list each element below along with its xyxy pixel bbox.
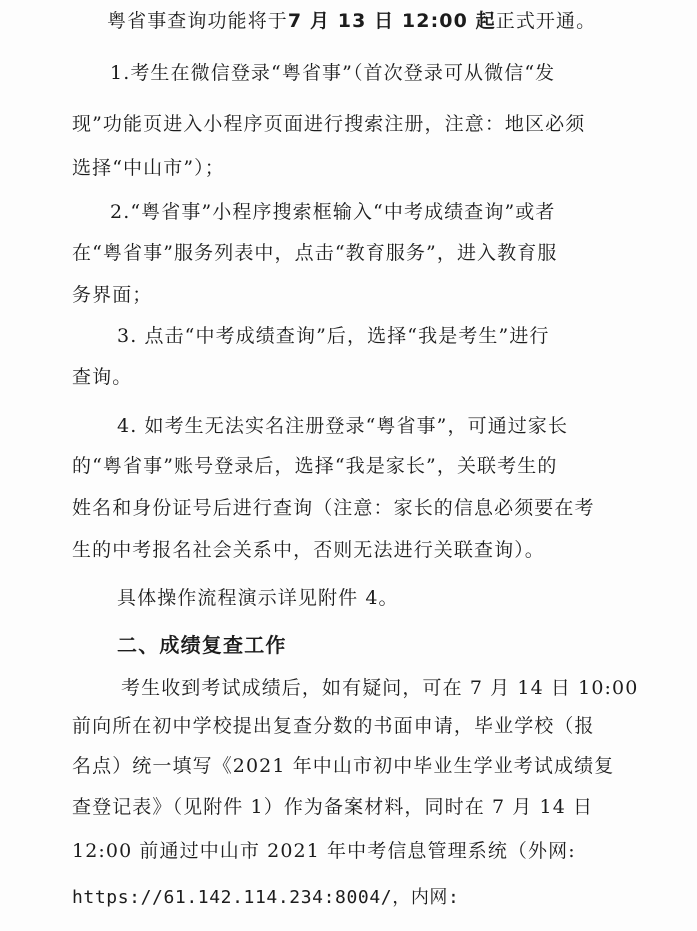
step-1-line-3: 选择“中山市”）； (72, 157, 225, 179)
step-4-line-3: 姓名和身份证号后进行查询（注意：家长的信息必须要在考 (72, 497, 595, 519)
attachment-note: 具体操作流程演示详见附件 4。 (117, 587, 399, 609)
step-2-line-1: 2.“粤省事”小程序搜索框输入“中考成绩查询”或者 (110, 201, 556, 223)
section-2-line-4: 查登记表》（见附件 1）作为备案材料，同时在 7 月 14 日 (72, 796, 594, 818)
section-2-line-1: 考生收到考试成绩后，如有疑问，可在 7 月 14 日 10:00 (121, 677, 639, 699)
section-2-heading: 二、成绩复查工作 (117, 633, 287, 657)
step-2-line-2: 在“粤省事”服务列表中，点击“教育服务”，进入教育服 (72, 242, 558, 264)
intro-date-emphasis: 7 月 13 日 12:00 起 (287, 10, 496, 32)
intro-paragraph (107, 8, 596, 34)
step-4-line-4: 生的中考报名社会关系中，否则无法进行关联查询）。 (72, 539, 545, 561)
step-3-line-2: 查询。 (72, 366, 133, 388)
section-2-line-2: 前向所在初中学校提出复查分数的书面申请，毕业学校（报 (72, 715, 595, 737)
step-1-line-1: 1.考生在微信登录“粤省事”（首次登录可从微信“发 (110, 62, 556, 84)
section-2-line-3: 名点）统一填写《2021 年中山市初中毕业生学业考试成绩复 (72, 755, 615, 777)
step-1-line-2: 现”功能页进入小程序页面进行搜索注册，注意：地区必须 (72, 113, 586, 135)
url-line: https://61.142.114.234:8004/，内网: (72, 887, 460, 908)
step-3-line-1: 3. 点击“中考成绩查询”后，选择“我是考生”进行 (117, 325, 550, 347)
intro-text-after: 正式开通。 (495, 10, 597, 32)
section-2-line-5: 12:00 前通过中山市 2021 年中考信息管理系统（外网: (72, 840, 576, 862)
step-4-line-2: 的“粤省事”账号登录后，选择“我是家长”，关联考生的 (72, 455, 558, 477)
step-2-line-3: 务界面； (72, 284, 153, 306)
step-4-line-1: 4. 如考生无法实名注册登录“粤省事”，可通过家长 (117, 415, 569, 437)
intro-text-before: 粤省事查询功能将于 (107, 10, 288, 32)
